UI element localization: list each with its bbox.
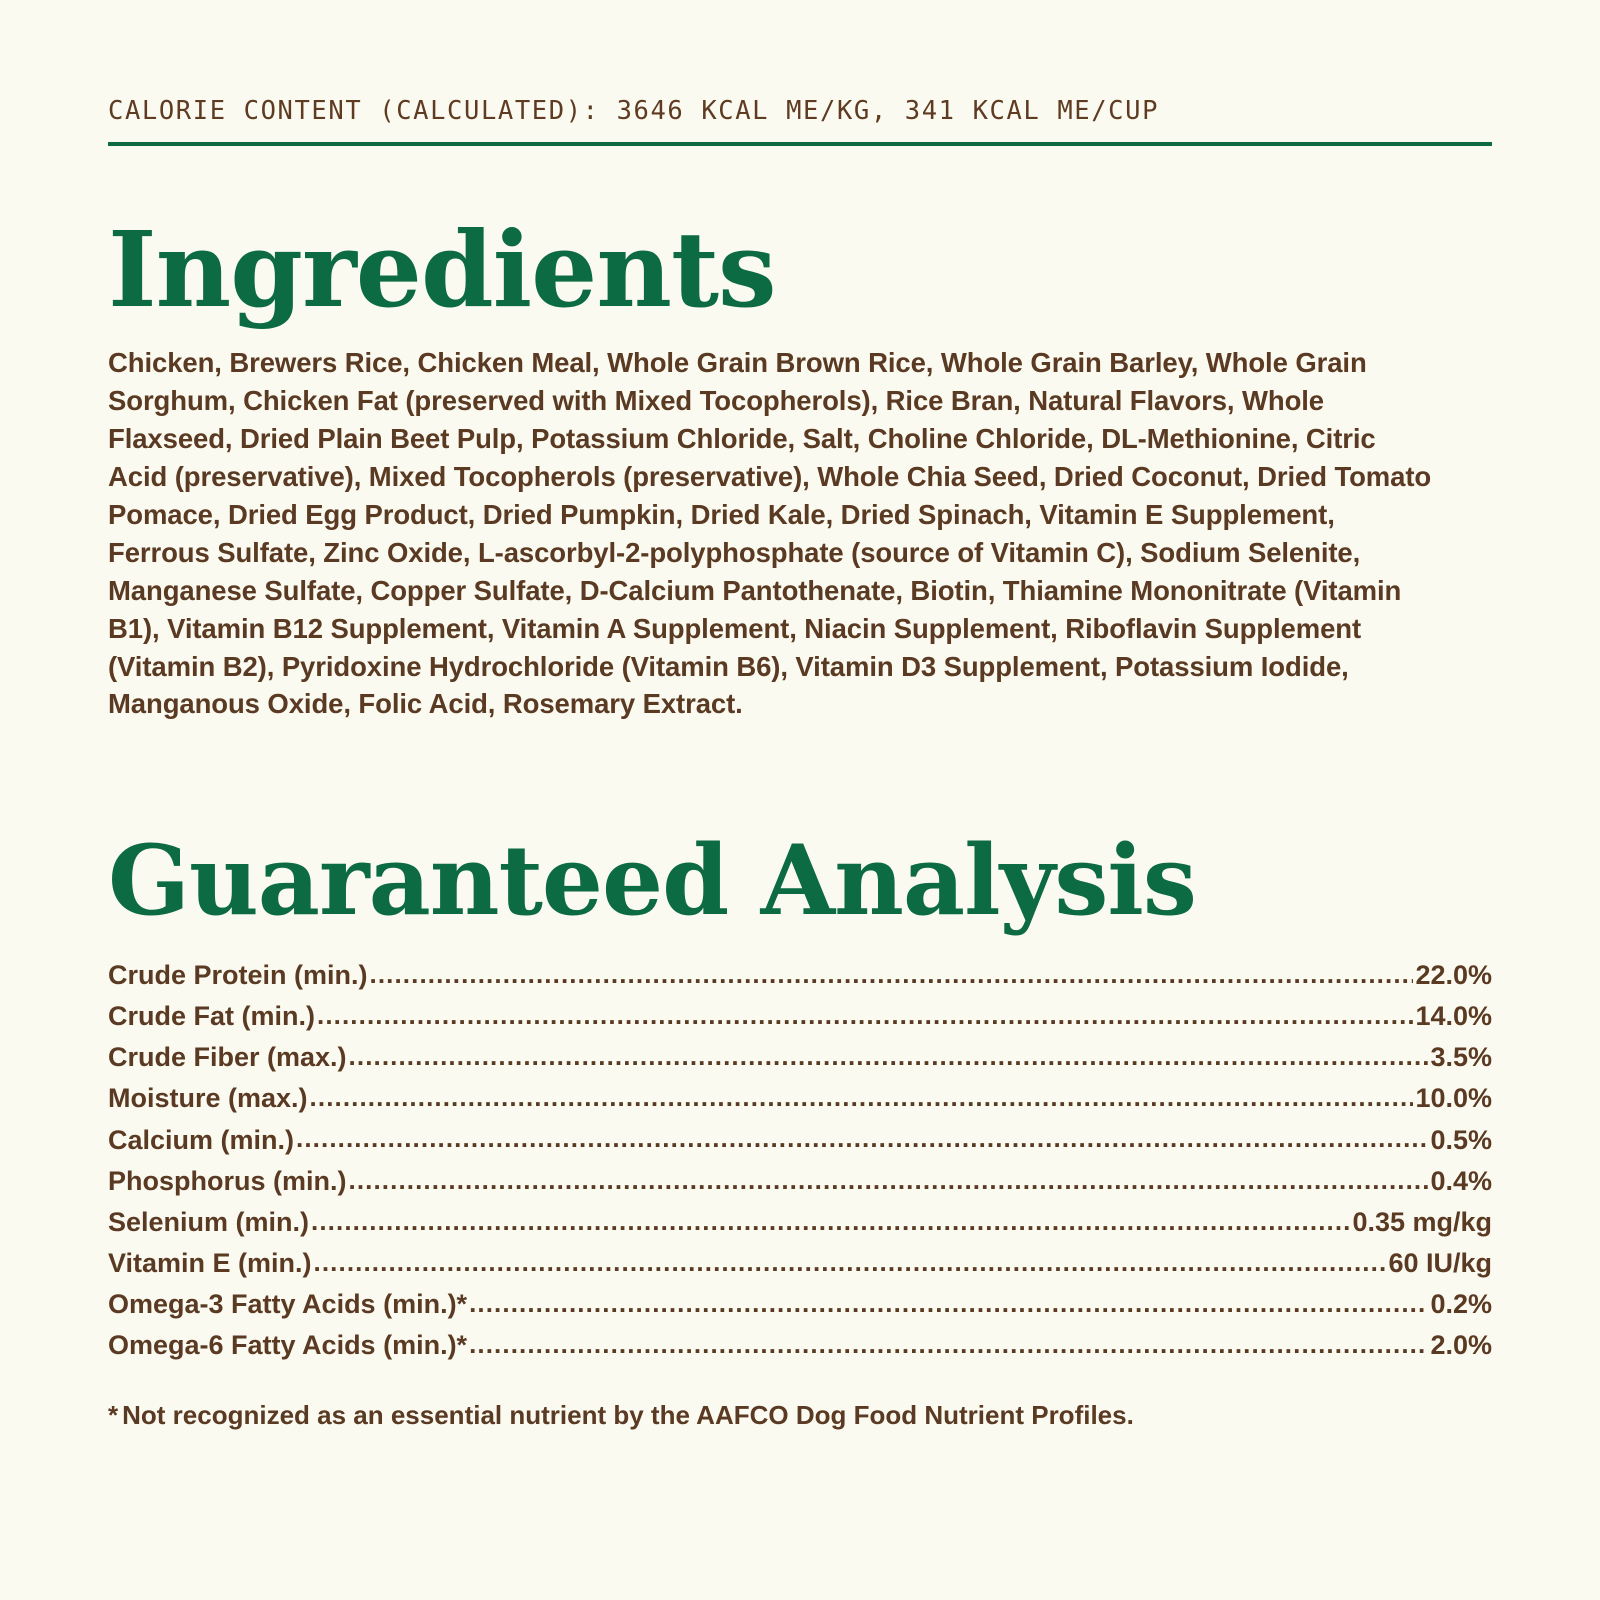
- leader-dots: [296, 1134, 1428, 1161]
- guaranteed-analysis-list: [108, 955, 1492, 1365]
- ingredients-paragraph: Chicken, Brewers Rice, Chicken Meal, Whole Grain Brown Rice, Whole Grain Barley, Whole Grain Sorghum, Chicken Fat (preserved with Mixed Tocopherols), Rice Bran, Natural Flavors, Whole Flaxseed, Dried Plain Beet Pulp, Potassium Chloride, Salt, Choline Chloride, DL-Methionine, Citric Acid (preservative), Mixed Tocopherols (preservative), Whole Chia Seed, Dried Coconut, Dried Tomato Pomace, Dried Egg Product, Dried Pumpkin, Dried Kale, Dried Spinach, Vitamin E Supplement, Ferrous Sulfate, Zinc Oxide, L-ascorbyl-2-polyphosphate (source of Vitamin C), Sodium Selenite, Manganese Sulfate, Copper Sulfate, D-Calcium Pantothenate, Biotin, Thiamine Mononitrate (Vitamin B1), Vitamin B12 Supplement, Vitamin A Supplement, Niacin Supplement, Riboflavin Supplement (Vitamin B2), Pyridoxine Hydrochloride (Vitamin B6), Vitamin D3 Supplement, Potassium Iodide, Manganous Oxide, Folic Acid, Rosemary Extract.: [108, 347, 1432, 720]
- list-item: [108, 1078, 1492, 1119]
- leader-dots: [469, 1339, 1428, 1366]
- list-item: [108, 1325, 1492, 1366]
- footnote-text: Not recognized as an essential nutrient by the AAFCO Dog Food Nutrient Profiles.: [122, 1399, 1134, 1430]
- nutrient-value: 3.5%: [1430, 1042, 1492, 1073]
- list-item: [108, 1120, 1492, 1161]
- leader-dots: [469, 1298, 1428, 1325]
- leader-dots: [314, 1257, 1387, 1284]
- nutrient-value: 14.0%: [1415, 1001, 1492, 1032]
- nutrient-label: Moisture (max.): [108, 1083, 308, 1114]
- nutrient-label: Omega-6 Fatty Acids (min.)*: [108, 1329, 468, 1360]
- ingredients-heading: Ingredients: [108, 208, 776, 331]
- nutrient-label: Crude Fat (min.): [108, 1001, 315, 1032]
- calorie-content-block: [108, 0, 1492, 146]
- list-item: [108, 1037, 1492, 1078]
- calorie-content-text: CALORIE CONTENT (CALCULATED): 3646 KCAL ME/KG, 341 KCAL ME/CUP: [108, 96, 1160, 126]
- nutrient-value: 0.35 mg/kg: [1352, 1206, 1492, 1237]
- leader-dots: [310, 1093, 1414, 1120]
- list-item: [108, 1161, 1492, 1202]
- nutrient-value: 0.2%: [1430, 1288, 1492, 1319]
- nutrient-label: Omega-3 Fatty Acids (min.)*: [108, 1288, 468, 1319]
- nutrient-value: 2.0%: [1430, 1329, 1492, 1360]
- nutrient-value: 60 IU/kg: [1388, 1247, 1492, 1278]
- leader-dots: [349, 1051, 1429, 1078]
- footnote-asterisk: *: [108, 1399, 119, 1430]
- leader-dots: [370, 969, 1414, 996]
- nutrient-label: Vitamin E (min.): [108, 1247, 312, 1278]
- nutrient-label: Crude Protein (min.): [108, 960, 368, 991]
- list-item: [108, 955, 1492, 996]
- nutrient-label: Selenium (min.): [108, 1206, 310, 1237]
- nutrient-label: Phosphorus (min.): [108, 1165, 347, 1196]
- guaranteed-analysis-heading: Guaranteed Analysis: [108, 824, 1196, 938]
- nutrient-label: Crude Fiber (max.): [108, 1042, 347, 1073]
- leader-dots: [349, 1175, 1429, 1202]
- nutrient-value: 0.5%: [1430, 1124, 1492, 1155]
- nutrient-value: 22.0%: [1415, 960, 1492, 991]
- leader-dots: [311, 1216, 1350, 1243]
- list-item: [108, 1284, 1492, 1325]
- nutrient-value: 0.4%: [1430, 1165, 1492, 1196]
- nutrient-value: 10.0%: [1415, 1083, 1492, 1114]
- leader-dots: [317, 1010, 1413, 1037]
- list-item: [108, 1243, 1492, 1284]
- list-item: [108, 996, 1492, 1037]
- footnote: [108, 1400, 1492, 1431]
- list-item: [108, 1202, 1492, 1243]
- nutrient-label: Calcium (min.): [108, 1124, 295, 1155]
